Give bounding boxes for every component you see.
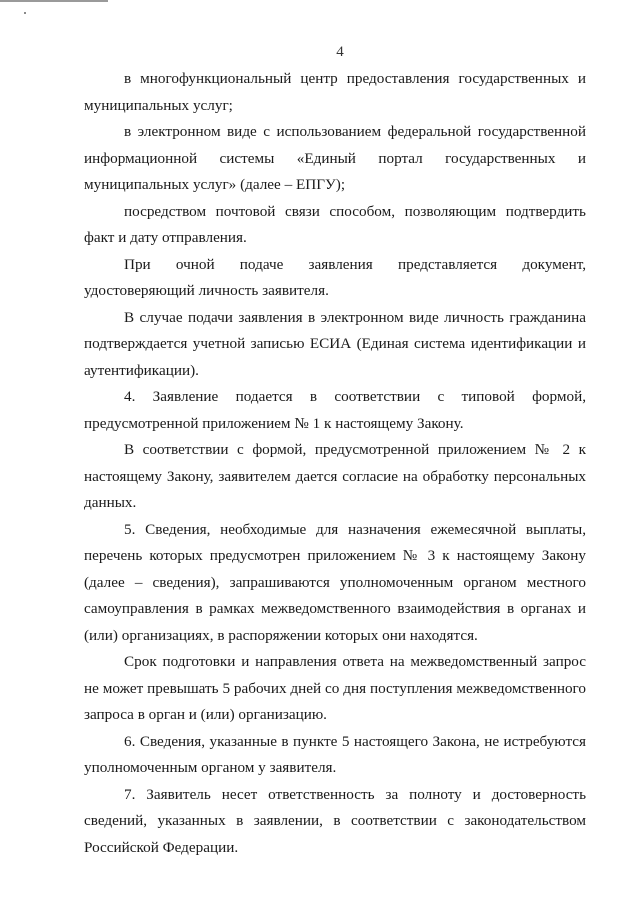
document-body: [84, 66, 586, 861]
page-number: 4: [336, 44, 344, 60]
paragraph-item-4: 4. Заявление подается в соответствии с типовой формой, предусмотренной приложением № 1 к настоящему Закону.: [84, 388, 586, 432]
paragraph-item-7: 7. Заявитель несет ответственность за полноту и достоверность сведений, указанных в заявлении, в соответствии с законодательством Российской Федерации.: [84, 785, 586, 856]
scan-edge-mark: [0, 0, 108, 2]
paragraph-consent: В соответствии с формой, предусмотренной приложением № 2 к настоящему Закону, заявителем дается согласие на обработку персональных данных.: [84, 441, 586, 511]
paragraph-esia: В случае подачи заявления в электронном виде личность гражданина подтверждается учетной записью ЕСИА (Единая система идентификации и аутентификации).: [84, 308, 586, 379]
paragraph-post: посредством почтовой связи способом, позволяющим подтвердить факт и дату отправления.: [84, 202, 586, 246]
scan-speck: [24, 12, 26, 14]
paragraph-mfc: в многофункциональный центр предоставления государственных и муниципальных услуг;: [84, 70, 586, 114]
paragraph-epgu: в электронном виде с использованием федеральной государственной информационной системы «Единый портал государственных и муниципальных услуг» (далее – ЕПГУ);: [84, 123, 586, 193]
paragraph-item-5: 5. Сведения, необходимые для назначения ежемесячной выплаты, перечень которых предусмотрен приложением № 3 к настоящему Закону (далее – сведения), запрашиваются уполномоченным органом местного самоуправления в рамках межведомственного взаимодействия в органах и (или) организациях, в распоряжении которых они находятся.: [84, 520, 586, 644]
paragraph-item-6: 6. Сведения, указанные в пункте 5 настоящего Закона, не истребуются уполномоченным органом у заявителя.: [84, 732, 586, 776]
paragraph-in-person: При очной подаче заявления представляется документ, удостоверяющий личность заявителя.: [84, 255, 586, 299]
paragraph-deadline: Срок подготовки и направления ответа на межведомственный запрос не может превышать 5 рабочих дней со дня поступления межведомственного запроса в орган и (или) организацию.: [84, 653, 586, 723]
